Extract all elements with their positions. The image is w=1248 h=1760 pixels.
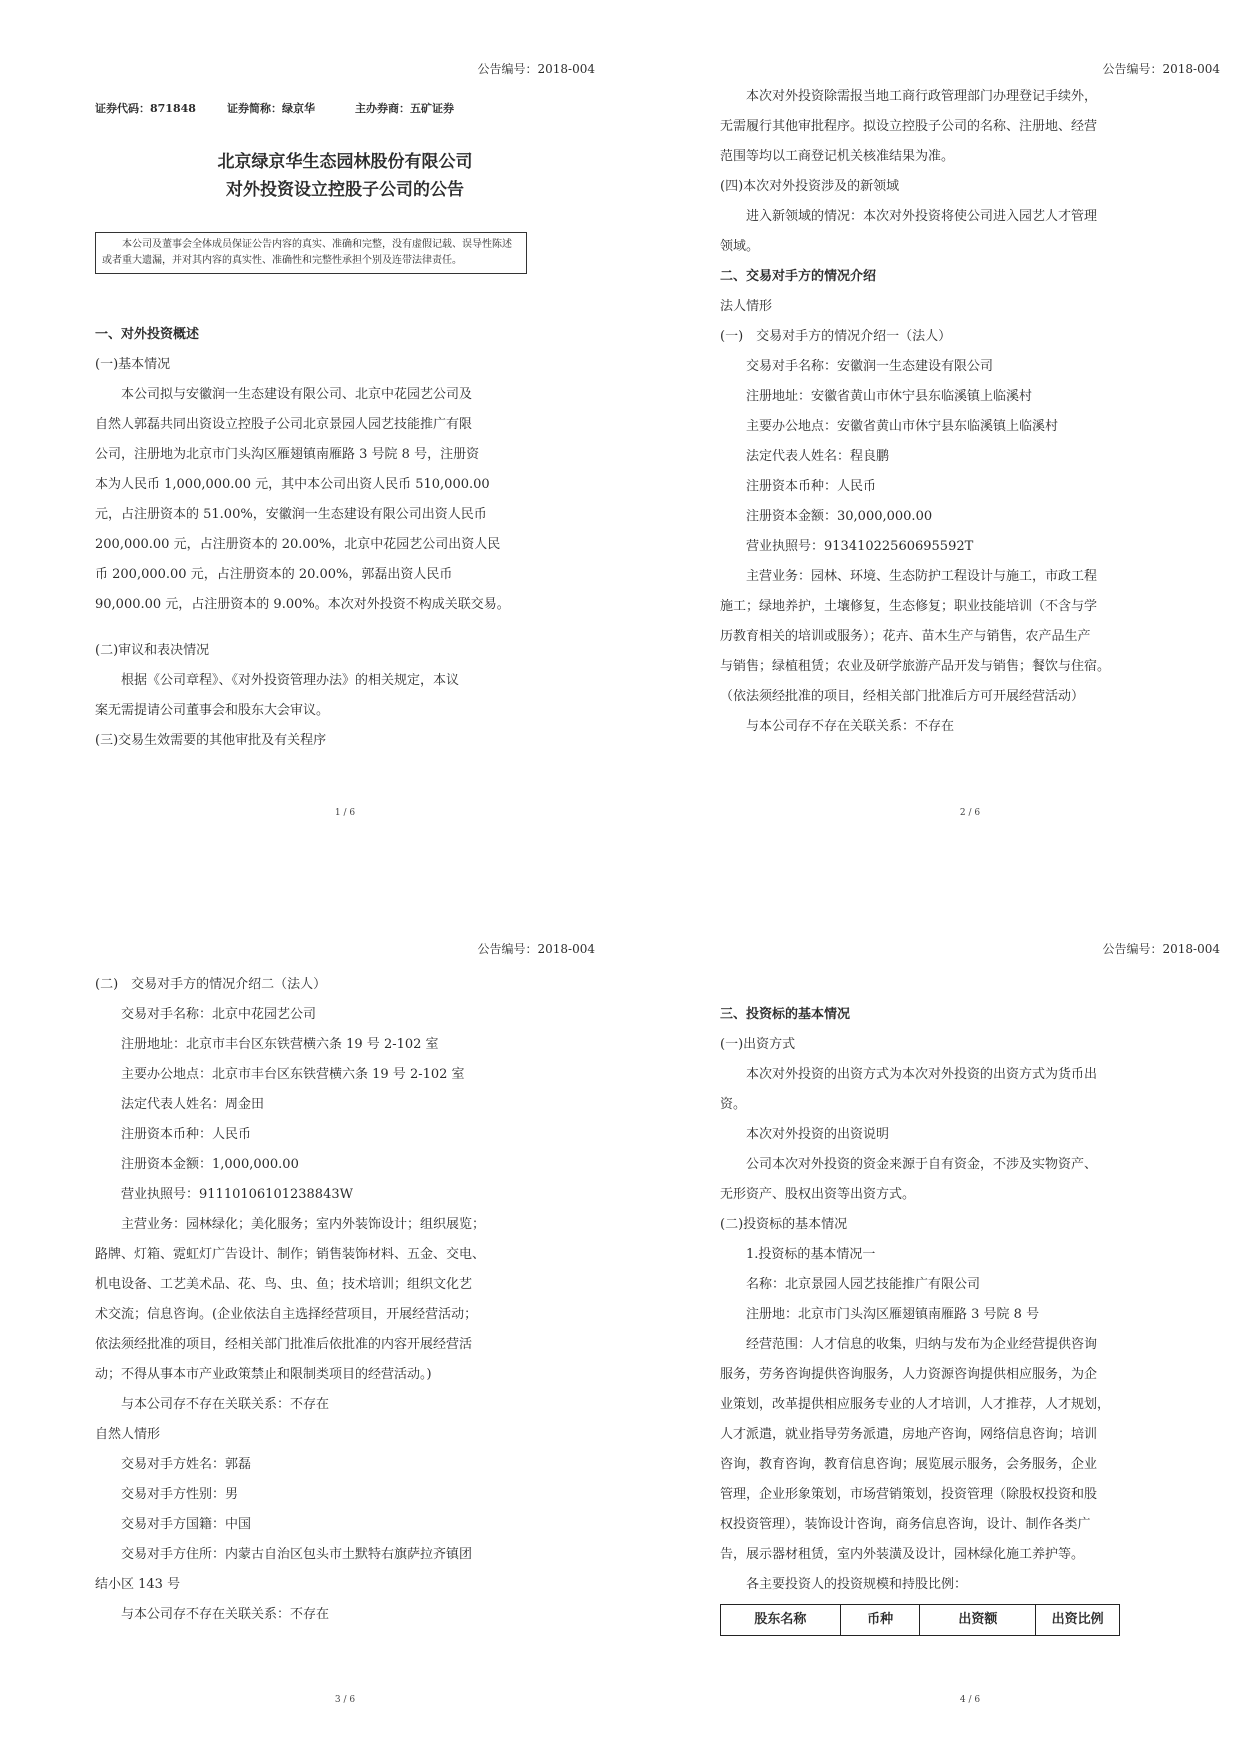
text-line: 公司本次对外投资的资金来源于自有资金，不涉及实物资产、 bbox=[746, 1157, 1098, 1172]
text-line: (三)交易生效需要的其他审批及有关程序 bbox=[95, 733, 327, 748]
text-line: 经营范围：人才信息的收集，归纳与发布为企业经营提供咨询 bbox=[746, 1337, 1098, 1352]
page-footer: 1 / 6 bbox=[334, 808, 356, 818]
text-line: 与本公司存不存在关联关系：不存在 bbox=[121, 1607, 330, 1622]
page-4-lines bbox=[720, 1000, 1220, 1600]
text-line: 机电设备、工艺美术品、花、鸟、虫、鱼；技术培训；组织文化艺 bbox=[95, 1277, 473, 1292]
text-line: (一)基本情况 bbox=[95, 357, 171, 372]
text-line: 法人情形 bbox=[720, 299, 773, 314]
page-3-body bbox=[95, 970, 595, 1630]
text-line: 币 200,000.00 元，占注册资本的 20.00%，郭磊出资人民币 bbox=[95, 567, 453, 582]
text-line: 咨询，教育咨询，教育信息咨询；展览展示服务，会务服务，企业 bbox=[720, 1457, 1098, 1472]
text-line: (二) 交易对手方的情况介绍二（法人） bbox=[95, 977, 327, 992]
text-line: 施工；绿地养护，土壤修复，生态修复；职业技能培训（不含与学 bbox=[720, 599, 1098, 614]
text-line: 营业执照号：91341022560695592T bbox=[746, 539, 974, 554]
text-line: (二)审议和表决情况 bbox=[95, 643, 210, 658]
title-line-1: 北京绿京华生态园林股份有限公司 bbox=[217, 152, 473, 172]
text-line: 交易对手方性别：男 bbox=[121, 1487, 239, 1502]
text-line: 法定代表人姓名：程良鹏 bbox=[746, 449, 890, 464]
text-line: 90,000.00 元，占注册资本的 9.00%。本次对外投资不构成关联交易。 bbox=[95, 597, 510, 612]
text-line: 各主要投资人的投资规模和持股比例： bbox=[746, 1577, 968, 1592]
section-heading: 一、对外投资概述 bbox=[95, 327, 200, 342]
text-line: 历教育相关的培训或服务）；花卉、苗木生产与销售，农产品生产 bbox=[720, 629, 1091, 644]
announcement-number: 公告编号：2018-004 bbox=[1102, 62, 1220, 76]
text-line: 结小区 143 号 bbox=[95, 1577, 181, 1592]
page-footer: 4 / 6 bbox=[959, 1695, 981, 1705]
text-line: 与销售；绿植租赁；农业及研学旅游产品开发与销售；餐饮与住宿。 bbox=[720, 659, 1111, 674]
announcement-number: 公告编号：2018-004 bbox=[477, 942, 595, 956]
col-contribution: 出资额 bbox=[920, 1605, 1036, 1636]
text-line: 领域。 bbox=[720, 239, 760, 254]
text-line: 权投资管理），装饰设计咨询，商务信息咨询，设计、制作各类广 bbox=[720, 1517, 1091, 1532]
page-2 bbox=[720, 60, 1220, 880]
text-line: 资。 bbox=[720, 1097, 747, 1112]
text-line: 交易对手方国籍：中国 bbox=[121, 1517, 252, 1532]
page-4-body bbox=[720, 1000, 1220, 1636]
text-line: 本次对外投资除需报当地工商行政管理部门办理登记手续外， bbox=[746, 89, 1098, 104]
page-1-body bbox=[95, 320, 595, 756]
text-line: (一) 交易对手方的情况介绍一（法人） bbox=[720, 329, 952, 344]
text-line: (二)投资标的基本情况 bbox=[720, 1217, 848, 1232]
text-line: 案无需提请公司董事会和股东大会审议。 bbox=[95, 703, 330, 718]
text-line: 主营业务：园林绿化；美化服务；室内外装饰设计；组织展览； bbox=[121, 1217, 486, 1232]
page-1 bbox=[95, 60, 595, 880]
text-line: 业策划，改革提供相应服务专业的人才培训，人才推荐，人才规划， bbox=[720, 1397, 1111, 1412]
text-line: 告，展示器材租赁，室内外装潢及设计，园林绿化施工养护等。 bbox=[720, 1547, 1085, 1562]
text-line: 路牌、灯箱、霓虹灯广告设计、制作；销售装饰材料、五金、交电、 bbox=[95, 1247, 486, 1262]
text-line: 法定代表人姓名：周金田 bbox=[121, 1097, 265, 1112]
text-line: 主要办公地点：安徽省黄山市休宁县东临溪镇上临溪村 bbox=[746, 419, 1059, 434]
text-line: 依法须经批准的项目，经相关部门批准后依批准的内容开展经营活 bbox=[95, 1337, 473, 1352]
text-line: 注册资本金额：30,000,000.00 bbox=[746, 509, 933, 524]
text-line: 根据《公司章程》、《对外投资管理办法》的相关规定，本议 bbox=[121, 673, 460, 688]
col-currency: 币种 bbox=[840, 1605, 920, 1636]
text-line: 动；不得从事本市产业政策禁止和限制类项目的经营活动。) bbox=[95, 1367, 432, 1382]
page-footer: 2 / 6 bbox=[959, 808, 981, 818]
text-line: 公司，注册地为北京市门头沟区雁翅镇南雁路 3 号院 8 号，注册资 bbox=[95, 447, 480, 462]
text-line: 注册资本币种：人民币 bbox=[121, 1127, 252, 1142]
text-line: 1.投资标的基本情况一 bbox=[746, 1247, 876, 1262]
text-line: 注册地：北京市门头沟区雁翅镇南雁路 3 号院 8 号 bbox=[746, 1307, 1040, 1322]
text-line: 注册地址：北京市丰台区东铁营横六条 19 号 2-102 室 bbox=[121, 1037, 439, 1052]
shareholder-table bbox=[720, 1604, 1120, 1636]
text-line: 无需履行其他审批程序。拟设立控股子公司的名称、注册地、经营 bbox=[720, 119, 1098, 134]
text-line: 交易对手方住所：内蒙古自治区包头市土默特右旗萨拉齐镇团 bbox=[121, 1547, 473, 1562]
security-code: 证券代码：871848 bbox=[95, 102, 196, 115]
spacer bbox=[95, 620, 595, 636]
text-line: 元，占注册资本的 51.00%，安徽润一生态建设有限公司出资人民币 bbox=[95, 507, 487, 522]
text-line: 本次对外投资的出资方式为本次对外投资的出资方式为货币出 bbox=[746, 1067, 1098, 1082]
text-line: （依法须经批准的项目，经相关部门批准后方可开展经营活动） bbox=[720, 689, 1085, 704]
section-heading: 三、投资标的基本情况 bbox=[720, 1007, 851, 1022]
security-short-name: 证券简称：绿京华 bbox=[227, 102, 315, 115]
text-line: 自然人情形 bbox=[95, 1427, 161, 1442]
col-ratio: 出资比例 bbox=[1036, 1605, 1120, 1636]
page-2-body bbox=[720, 82, 1220, 742]
text-line: 无形资产、股权出资等出资方式。 bbox=[720, 1187, 916, 1202]
text-line: 自然人郭磊共同出资设立控股子公司北京景园人园艺技能推广有限 bbox=[95, 417, 473, 432]
text-line: 注册地址：安徽省黄山市休宁县东临溪镇上临溪村 bbox=[746, 389, 1033, 404]
text-line: (一)出资方式 bbox=[720, 1037, 796, 1052]
text-line: 本公司拟与安徽润一生态建设有限公司、北京中花园艺公司及 bbox=[121, 387, 473, 402]
text-line: 注册资本币种：人民币 bbox=[746, 479, 877, 494]
text-line: 主营业务：园林、环境、生态防护工程设计与施工，市政工程 bbox=[746, 569, 1098, 584]
page-3 bbox=[95, 940, 595, 1760]
text-line: 管理，企业形象策划，市场营销策划，投资管理（除股权投资和股 bbox=[720, 1487, 1098, 1502]
table-header-row bbox=[721, 1605, 1120, 1636]
section-heading: 二、交易对手方的情况介绍 bbox=[720, 269, 877, 284]
board-guarantee-notice: 本公司及董事会全体成员保证公告内容的真实、准确和完整，没有虚假记载、误导性陈述或者重大遗漏，并对其内容的真实性、准确性和完整性承担个别及连带法律责任。 bbox=[95, 232, 527, 274]
text-line: 注册资本金额：1,000,000.00 bbox=[121, 1157, 299, 1172]
sponsor-broker: 主办券商：五矿证券 bbox=[355, 102, 454, 115]
document-title bbox=[95, 148, 595, 204]
text-line: 进入新领域的情况：本次对外投资将使公司进入园艺人才管理 bbox=[746, 209, 1098, 224]
text-line: 交易对手名称：北京中花园艺公司 bbox=[121, 1007, 317, 1022]
announcement-number: 公告编号：2018-004 bbox=[477, 62, 595, 76]
text-line: 200,000.00 元，占注册资本的 20.00%，北京中花园艺公司出资人民 bbox=[95, 537, 501, 552]
text-line: 交易对手名称：安徽润一生态建设有限公司 bbox=[746, 359, 994, 374]
text-line: 与本公司存不存在关联关系：不存在 bbox=[746, 719, 955, 734]
text-line: 本为人民币 1,000,000.00 元，其中本公司出资人民币 510,000.00 bbox=[95, 477, 490, 492]
text-line: 服务，劳务咨询提供咨询服务，人力资源咨询提供相应服务，为企 bbox=[720, 1367, 1098, 1382]
text-line: 交易对手方姓名：郭磊 bbox=[121, 1457, 252, 1472]
page-footer: 3 / 6 bbox=[334, 1695, 356, 1705]
text-line: 人才派遣，就业指导劳务派遣，房地产咨询，网络信息咨询；培训 bbox=[720, 1427, 1098, 1442]
page-4 bbox=[720, 940, 1220, 1760]
text-line: 营业执照号：91110106101238843W bbox=[121, 1187, 353, 1202]
text-line: 本次对外投资的出资说明 bbox=[746, 1127, 890, 1142]
text-line: 主要办公地点：北京市丰台区东铁营横六条 19 号 2-102 室 bbox=[121, 1067, 465, 1082]
text-line: (四)本次对外投资涉及的新领域 bbox=[720, 179, 900, 194]
announcement-number: 公告编号：2018-004 bbox=[1102, 942, 1220, 956]
text-line: 范围等均以工商登记机关核准结果为准。 bbox=[720, 149, 955, 164]
text-line: 与本公司存不存在关联关系：不存在 bbox=[121, 1397, 330, 1412]
text-line: 术交流；信息咨询。(企业依法自主选择经营项目，开展经营活动； bbox=[95, 1307, 478, 1322]
title-line-2: 对外投资设立控股子公司的公告 bbox=[226, 180, 464, 200]
text-line: 名称：北京景园人园艺技能推广有限公司 bbox=[746, 1277, 981, 1292]
col-shareholder-name: 股东名称 bbox=[721, 1605, 841, 1636]
